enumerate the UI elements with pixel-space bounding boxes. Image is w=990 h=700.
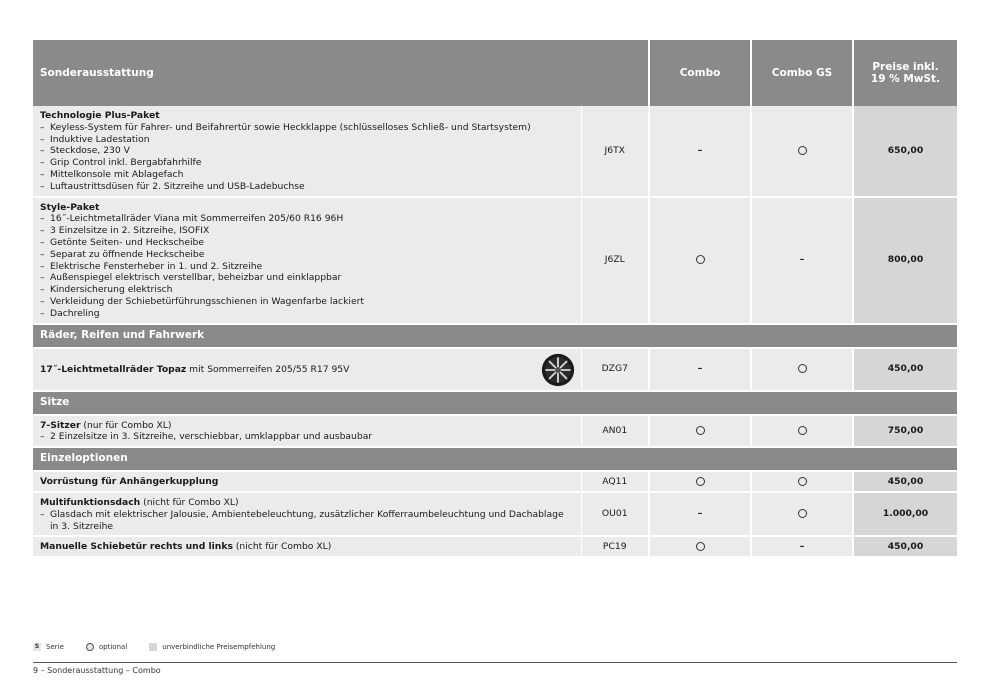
feature-item: – Glasdach mit elektrischer Jalousie, Ambientebeleuchtung, zusätzlicher Kofferraumbeleuchtung und Dachablage in 3. Sitzreihe xyxy=(40,509,575,533)
legend-price-label: unverbindliche Preisempfehlung xyxy=(162,643,276,651)
feature-list xyxy=(40,122,575,193)
feature-list xyxy=(40,213,575,319)
combo-availability xyxy=(649,106,751,197)
price: 1.000,00 xyxy=(853,492,957,536)
price: 750,00 xyxy=(853,415,957,448)
feature-item: – Induktive Ladestation xyxy=(40,134,575,146)
price-swatch-icon xyxy=(149,643,157,651)
price: 800,00 xyxy=(853,197,957,324)
table-header xyxy=(33,40,957,106)
table-row xyxy=(33,197,957,324)
legend-optional-label: optional xyxy=(98,643,128,651)
optional-circle-icon xyxy=(798,426,807,435)
table-row xyxy=(33,536,957,557)
feature-item: – Dachreling xyxy=(40,308,575,320)
row-subtitle: (nicht für Combo XL) xyxy=(140,496,239,508)
feature-item: – Kindersicherung elektrisch xyxy=(40,284,575,296)
feature-item: – Separat zu öffnende Heckscheibe xyxy=(40,249,575,261)
table-row xyxy=(33,415,957,448)
feature-item: – Keyless-System für Fahrer- und Beifahrertür sowie Heckklappe (schlüsselloses Schließ- und Startsystem) xyxy=(40,122,575,134)
combo-availability xyxy=(649,471,751,492)
section-title: Einzeloptionen xyxy=(33,447,957,471)
not-available-dash: – xyxy=(697,363,703,375)
legend-serie-label: Serie xyxy=(46,643,64,651)
table-row xyxy=(33,106,957,197)
header-combo-gs: Combo GS xyxy=(751,40,853,106)
price: 450,00 xyxy=(853,471,957,492)
options-table xyxy=(33,40,957,558)
option-code: OU01 xyxy=(581,492,649,536)
optional-circle-icon xyxy=(696,255,705,264)
optional-circle-icon xyxy=(696,426,705,435)
feature-item: – 3 Einzelsitze in 2. Sitzreihe, ISOFIX xyxy=(40,225,575,237)
serie-symbol: S xyxy=(34,643,40,650)
combo-gs-availability xyxy=(751,536,853,557)
row-title: Multifunktionsdach xyxy=(40,496,141,508)
header-combo: Combo xyxy=(649,40,751,106)
option-code: AQ11 xyxy=(581,471,649,492)
row-title: 17˝-Leichtmetallräder Topaz xyxy=(40,363,187,375)
section-header xyxy=(33,391,957,415)
not-available-dash: – xyxy=(799,254,805,266)
feature-item: – Steckdose, 230 V xyxy=(40,145,575,157)
section-header xyxy=(33,447,957,471)
optional-circle-icon xyxy=(798,364,807,373)
row-subtitle: mit Sommerreifen 205/55 R17 95V xyxy=(186,363,350,375)
option-code: PC19 xyxy=(581,536,649,557)
row-title: Technologie Plus-Paket xyxy=(40,110,160,121)
feature-item: – 16˝-Leichtmetallräder Viana mit Sommerreifen 205/60 R16 96H xyxy=(40,213,575,225)
feature-item: – Außenspiegel elektrisch verstellbar, beheizbar und einklappbar xyxy=(40,272,575,284)
feature-item: – Verkleidung der Schiebetürführungsschienen in Wagenfarbe lackiert xyxy=(40,296,575,308)
row-title: Style-Paket xyxy=(40,201,100,213)
optional-circle-icon xyxy=(696,542,705,551)
combo-gs-availability xyxy=(751,197,853,324)
row-title: Vorrüstung für Anhängerkupplung xyxy=(40,476,219,488)
not-available-dash: – xyxy=(799,540,805,552)
feature-list xyxy=(40,431,575,443)
combo-availability xyxy=(649,348,751,391)
combo-gs-availability xyxy=(751,348,853,391)
optional-circle-icon xyxy=(798,509,807,518)
option-code: J6TX xyxy=(581,106,649,197)
table-row xyxy=(33,348,957,391)
row-title: 7-Sitzer xyxy=(40,419,81,431)
row-subtitle: (nicht für Combo XL) xyxy=(232,541,332,553)
table-row xyxy=(33,471,957,492)
combo-availability xyxy=(649,197,751,324)
option-code: J6ZL xyxy=(581,197,649,324)
feature-item: – 2 Einzelsitze in 3. Sitzreihe, verschiebbar, umklappbar und ausbaubar xyxy=(40,431,575,443)
section-header xyxy=(33,324,957,348)
row-subtitle: (nur für Combo XL) xyxy=(80,419,172,431)
page-footer: 9 – Sonderausstattung – Combo xyxy=(33,666,161,675)
footer-divider xyxy=(33,662,957,663)
combo-availability xyxy=(649,492,751,536)
combo-availability xyxy=(649,536,751,557)
feature-item: – Mittelkonsole mit Ablagefach xyxy=(40,169,575,181)
header-item: Sonderausstattung xyxy=(33,40,649,106)
combo-gs-availability xyxy=(751,471,853,492)
not-available-dash: – xyxy=(697,508,703,520)
wheel-image xyxy=(541,353,575,387)
price: 450,00 xyxy=(853,536,957,557)
feature-item: – Elektrische Fensterheber in 1. und 2. Sitzreihe xyxy=(40,261,575,273)
price: 650,00 xyxy=(853,106,957,197)
legend xyxy=(33,643,297,651)
combo-gs-availability xyxy=(751,492,853,536)
optional-circle-icon xyxy=(798,477,807,486)
price: 450,00 xyxy=(853,348,957,391)
row-title: Manuelle Schiebetür rechts und links xyxy=(40,541,233,553)
section-title: Räder, Reifen und Fahrwerk xyxy=(33,324,957,348)
combo-gs-availability xyxy=(751,106,853,197)
combo-availability xyxy=(649,415,751,448)
option-code: DZG7 xyxy=(581,348,649,391)
options-page xyxy=(33,40,957,558)
optional-circle-icon xyxy=(798,146,807,155)
header-price-line1: Preise inkl. xyxy=(872,61,939,73)
combo-gs-availability xyxy=(751,415,853,448)
feature-item: – Grip Control inkl. Bergabfahrhilfe xyxy=(40,157,575,169)
not-available-dash: – xyxy=(697,144,703,156)
feature-item: – Getönte Seiten- und Heckscheibe xyxy=(40,237,575,249)
feature-list xyxy=(40,509,575,533)
table-row xyxy=(33,492,957,536)
option-code: AN01 xyxy=(581,415,649,448)
feature-item: – Luftaustrittsdüsen für 2. Sitzreihe und USB-Ladebuchse xyxy=(40,181,575,193)
header-price xyxy=(853,40,957,106)
optional-circle-icon xyxy=(696,477,705,486)
header-price-line2: 19 % MwSt. xyxy=(870,73,941,85)
section-title: Sitze xyxy=(33,391,957,415)
optional-circle-icon xyxy=(86,643,94,651)
